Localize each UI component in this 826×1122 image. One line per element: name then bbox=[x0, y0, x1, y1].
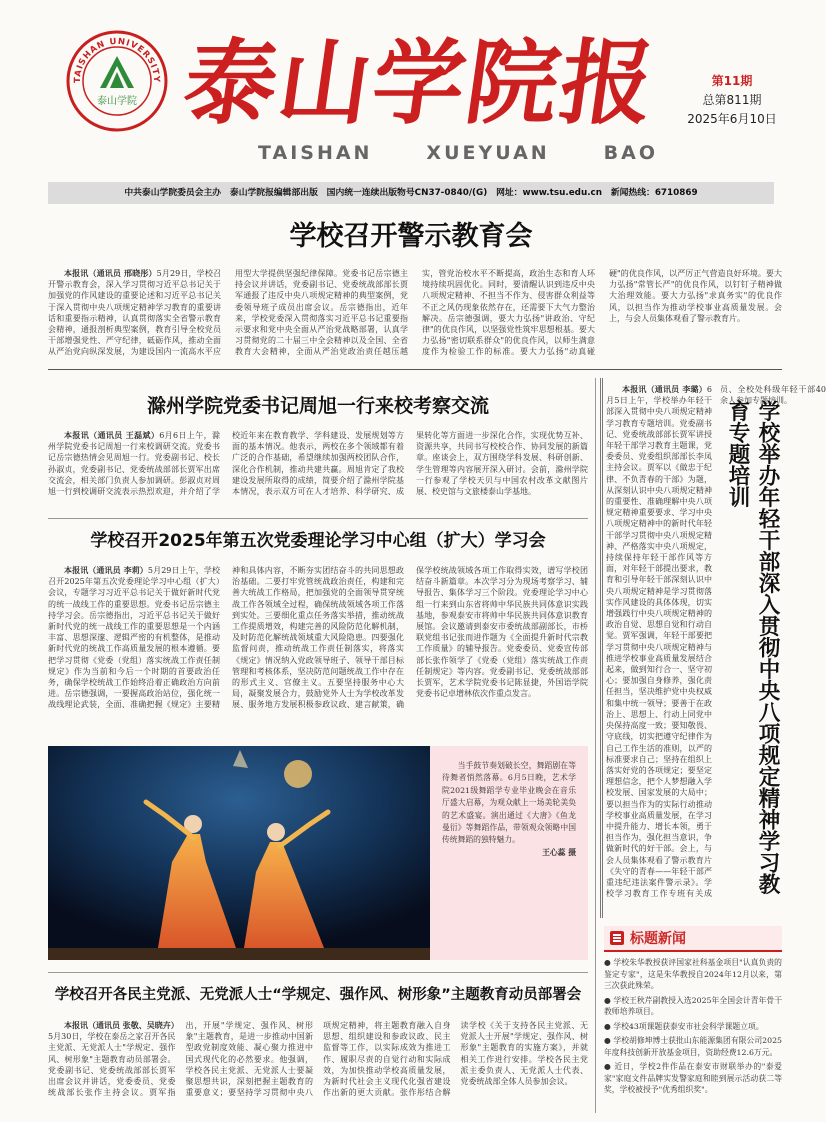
article-chuzhou-visit bbox=[48, 430, 588, 514]
issue-number: 第11期 bbox=[711, 74, 753, 88]
byline: 本报讯（通讯员 李莉） bbox=[64, 565, 148, 575]
photo-byline: 王心蕊 摄 bbox=[542, 847, 576, 857]
news-item: ● 学校胡修坤博士获批山东能源集团有限公司2025年度科技创新开放基金项目，资助经费12.6万元。 bbox=[604, 1036, 782, 1057]
photo-caption-text: 当手鼓节奏划破长空，舞蹈剧在等待舞者悄然落幕。6月5日晚，艺术学院2021级舞蹈学专业毕业晚会在音乐厅盛大启幕，为观众献上一场美轮美奂的艺术盛宴。演出通过《大唐》《鱼龙曼衍》等舞蹈作品，带领观众领略中国传统舞蹈的独特魅力。 bbox=[442, 761, 576, 845]
news-item: ● 近日，学校2件作品在泰安市财联举办的"泰爱家"家庭文件品牌实发警家庭和睦到展示活动获二等奖，学校被授予"优秀组织奖"。 bbox=[604, 1062, 782, 1094]
news-item: ● 学校朱华教授获评国家社科基金项目"认真负责的鉴定专家"，这是朱华教授自2024年12月以来，第三次获此殊荣。 bbox=[604, 958, 782, 990]
newspaper-title: 泰山学院报 bbox=[177, 29, 663, 137]
article-theory-study-body: 本报讯（通讯员 李莉）5月29日上午，学校召开2025年第五次党委理论学习中心组（扩大）会议，专题学习习近平总书记关于做好新时代党的统一战线工作的重要思想。党委书记岳宗德主持学习会。岳宗德指出，习近平总书记关于做好新时代党的统一战线工作的重要思想是一个内涵丰富、思想深邃、逻辑严密的有机整体，是推动新时代党的统战工作高质量发展的根本遵循。要把学习贯彻《党委（党组）落实统战工作责任制规定》作为当前和今后一个时期的首要政治任务，确保学校统战工作始终沿着正确政治方向前进。岳宗德强调，一要握高政治站位，强化统一战线理论武装，全面、准确把握《规定》主要精神和具体内容，不断夯实团结奋斗的共同思想政治基础。二要打牢党管统战政治责任，构建和完善大统战工作格局，把加强党的全面领导贯穿统战工作各领域全过程，确保统战领域各项工作落到实处。三要细化重点任务落实举措，推动统战工作提质增效，构建完善的风险防范化解机制，及时防范化解统战领域重大风险隐患。四要强化监督问责，推动统战工作责任制落实，将落实《规定》情况纳入党政领导班子、领导干部目标管理和考核体系，坚决防范问题统战工作中存在的形式主义、官僚主义。五要坚持服务中心大局，凝聚发展合力，鼓励党外人士为学校改革发展、服务地方发展积极参政议政、建言献策，确保学校统战领域各项工作取得实效，谱写学校团结奋斗新篇章。本次学习分为现场考察学习、辅导报告、集体学习三个阶段。党委理论学习中心组一行来到山东省将帅中华民族共同体意识实践基地，参观泰安市将帅中华民族共同体意识教育展馆。会议邀请到泰安市委统战部副部长，市桥联党组书记张而进作题为《全面提升新时代宗教工作质量》的辅导报告。党委委员、党委宣传部部长张作领学了《党委（党组）落实统战工作责任制规定》等内容。党委副书记、党委统战部部长贾军，艺术学院党委书记陈显捷，外国语学院党委书记卓增林依次作重点发言。 bbox=[48, 565, 588, 710]
university-seal bbox=[66, 30, 168, 132]
total-issue: 总第811期 bbox=[702, 93, 762, 107]
article-warning-education-body: 本报讯（通讯员 邢晓彤）5月29日，学校召开警示教育会，深入学习贯彻习近平总书记关于加强党的作风建设的重要论述和习近平总书记关于深入贯彻中央八项规定精神学习教育的重要讲话和重要指示精神，认真贯彻落实全省警示教育会精神，通报剖析典型案例，教育引导全校党员干部增强党性、严守纪律，砥砺作风，推动全面从严治党向纵深发展，为建设国内一流高水平应用型大学提供坚强纪律保障。党委书记岳宗德主持会议并讲话，党委副书记、党委统战部部长贾军通报了违反中央八项规定精神的典型案例，党委领导班子成员出席会议。岳宗德指出，近年来，学校党委深入贯彻落实习近平总书记重要指示要求和党中央全面从严治党战略部署，认真学习贯彻党的二十届三中全会精神以及全国、全省教育大会精神，全面从严治党政治责任越压越实，管党治校水平不断提高，政治生态和育人环境持续巩固优化。同时，要清醒认识到违反中央八项规定精神、不担当不作为、侵害群众利益等不正之风仍现象依然存在，还需要下大气力整治解决。岳宗德强调，要大力弘扬"讲政治、守纪律"的优良作风，以坚强党性筑牢思想根基。要大力弘扬"密切联系群众"的优良作风，以师生满意度作为检验工作的标准。要大力弘扬"动真碰硬"的优良作风，以严厉正气营造良好环境。要大力弘扬"常管长严"的优良作风，以钉钉子精神做大治理效能。要大力弘扬"求真务实"的优良作风，以担当作为推动学校事业高质量发展。会上，与会人员集体观看了警示教育片。 bbox=[48, 268, 782, 357]
article-young-cadre-training bbox=[606, 384, 826, 910]
pinyin-2: XUEYUAN bbox=[426, 142, 550, 164]
news-icon bbox=[610, 931, 624, 945]
article-democratic-parties bbox=[48, 1020, 588, 1112]
byline: 本报讯（通讯员 王磊斌） bbox=[64, 430, 160, 440]
news-box-title: 标题新闻 bbox=[630, 931, 686, 947]
photo-caption bbox=[430, 746, 588, 960]
divider bbox=[48, 369, 782, 370]
pinyin-1: TAISHAN bbox=[258, 142, 373, 164]
news-item: ● 学校43项课题获泰安市社会科学课题立项。 bbox=[604, 1021, 764, 1031]
pinyin-3: BAO bbox=[603, 142, 658, 164]
news-box-header bbox=[604, 926, 782, 952]
article-young-cadre-training-body: 本报讯（通讯员 李璐）6月5日上午，学校举办年轻干部深入贯彻中央八项规定精神学习教育专题培训。党委副书记、党委统战部部长贾军讲授年轻干部学习教育主题课，党委委员、党委组织部部长李凤主持会议。贾军以《做忠于纪律、不负青春的干部》为题，从深刻认识中央八项规定精神的重要性、准确理解中央八项规定精神重要要求、学习中央八项规定精神中的新时代年轻干部学习贯彻中央八项规定精神、严格落实中央八项规定，持续保持年轻干部作风等方面，对年轻干部提出要求，教育和引导年轻干部深刻认识中央八项规定精神是学习贯彻落实作风建设的具体体现，切实增强践行中央八项规定精神的政治自觉、思想自觉和行动自觉。贾军强调，年轻干部要把学习贯彻中央八项规定精神与推进学校事业高质量发展结合起来，做到知行合一、坚守初心；要加强自身修养，强化责任担当，坚决维护党中央权威和集中统一领导；要善于在政治上、思想上、行动上同党中央保持高度一致；要知敬畏、守底线，切实把遵守纪律作为自己工作生活的准则，以严的标准要求自己；坚持在组织上落实好党的各项规定；要坚定理想信念，把个人梦想融入学校发展、国家发展的大局中；要以担当作为的实际行动推动学校事业高质量发展，在学习中提升能力、增长本领，勇于担当作为，强化担当意识，争做新时代的好干部。会上，与会人员集体观看了警示教育片《失守的青春——年轻干部严重违纪违法案件警示录》。学校学习教育工作专班有关成员、全校处科级年轻干部40余人参加专题培训。 bbox=[606, 384, 826, 899]
pinyin-row bbox=[258, 142, 658, 164]
article-chuzhou-visit-body: 本报讯（通讯员 王磊斌）6月6日上午，滁州学院党委书记周旭一行来校调研交流。党委书记岳宗德热情会见周旭一行。党委副书记、校长孙淑贞，党委副书记、党委统战部部长贾军出席交流会，相关部门负责人参加调研。彭淑贞对周旭一行到校调研交流表示热烈欢迎，并介绍了学校近年来在教育教学、学科建设、发展规划等方面的基本情况。他表示，两校在多个领域都有着广泛的合作基础，希望继续加强两校团队合作，深化合作机制，推动共建共赢。周旭肯定了我校建设发展所取得的成绩，简要介绍了滁州学院基本情况，表示双方可在人才培养、科学研究、成果转化等方面进一步深化合作，实现优势互补、资源共享，共同书写校校合作、协同发展的新篇章。座谈会上，双方围绕学科发展、科研创新、学生管理等内容展开深入研讨。会前，滁州学院一行参观了学校天贝与中国农村改革文献图片展、校史馆与文旅楼泰山学基地。 bbox=[48, 430, 588, 497]
byline: 本报讯（通讯员 张敬、吴晓卉） bbox=[64, 1020, 179, 1030]
column-divider bbox=[595, 378, 596, 1113]
divider bbox=[48, 972, 588, 973]
issue-info bbox=[672, 72, 792, 129]
news-list bbox=[604, 952, 782, 1096]
article-warning-education bbox=[48, 268, 782, 364]
info-bar: 中共泰山学院委员会主办 泰山学院报编辑部出版 国内统一连续出版物号CN37-0840/(G) 网址：www.tsu.edu.cn 新闻热线：6710869 bbox=[48, 182, 774, 204]
byline: 本报讯（通讯员 邢晓彤） bbox=[64, 268, 157, 278]
byline: 本报讯（通讯员 李璐） bbox=[622, 384, 707, 394]
masthead bbox=[0, 0, 800, 180]
issue-date: 2025年6月10日 bbox=[687, 112, 777, 126]
headline-theory-study: 学校召开2025年第五次党委理论学习中心组（扩大）学习会 bbox=[90, 531, 546, 551]
dance-performance-photo bbox=[48, 746, 430, 960]
headline-chuzhou-visit: 滁州学院党委书记周旭一行来校考察交流 bbox=[146, 395, 489, 417]
seal-cn: 泰山学院 bbox=[97, 96, 137, 107]
news-box bbox=[604, 926, 782, 1116]
article-theory-study bbox=[48, 565, 588, 740]
headline-warning-education: 学校召开警示教育会 bbox=[289, 221, 533, 252]
seal-text: TAISHAN UNIVERSITY bbox=[72, 36, 162, 84]
headline-young-cadre-training: 学校举办年轻干部深入贯彻中央八项规定精神学习教育专题培训 bbox=[725, 400, 780, 895]
divider bbox=[48, 518, 588, 519]
news-item: ● 学校王秋芹副教授入选2025年全国会计青年骨干教师培养项目。 bbox=[604, 995, 782, 1016]
headline-democratic-parties: 学校召开各民主党派、无党派人士“学规定、强作风、树形象”主题教育动员部署会 bbox=[54, 987, 582, 1003]
article-democratic-parties-body: 本报讯（通讯员 张敬、吴晓卉）5月30日，学校在泰岳之家召开各民主党派、无党派人士"学规定、强作风、树形象"主题教育动员部署会。党委副书记、党委统战部部长贾军出席会议并讲话，党委委员、党委统战部长张作主持会议。贾军指出，开展"学规定、强作风、树形象"主题教育，是进一步推动中国新型政党制度效能、凝心聚力推进中国式现代化的必然要求。他强调，学校各民主党派、无党派人士要凝聚思想共识，深刻把握主题教育的重要意义；要坚持学习贯彻中央八项规定精神，将主题教育融入自身思想、组织建设和参政议政、民主监督等工作，以实际成效为推进工作、履职尽责的自觉行动和实际成效，为加快推动学校高质量发展，为新时代社会主义现代化强省建设作出新的更大贡献。张作彤结合解读学校《关于支持各民主党派、无党派人士开展"学规定、强作风、树形象"主题教育的实施方案》，并就相关工作进行安排。学校各民主党派主委负责人、无党派人士代表、党委统战部全体人员参加会议。 bbox=[48, 1020, 588, 1098]
